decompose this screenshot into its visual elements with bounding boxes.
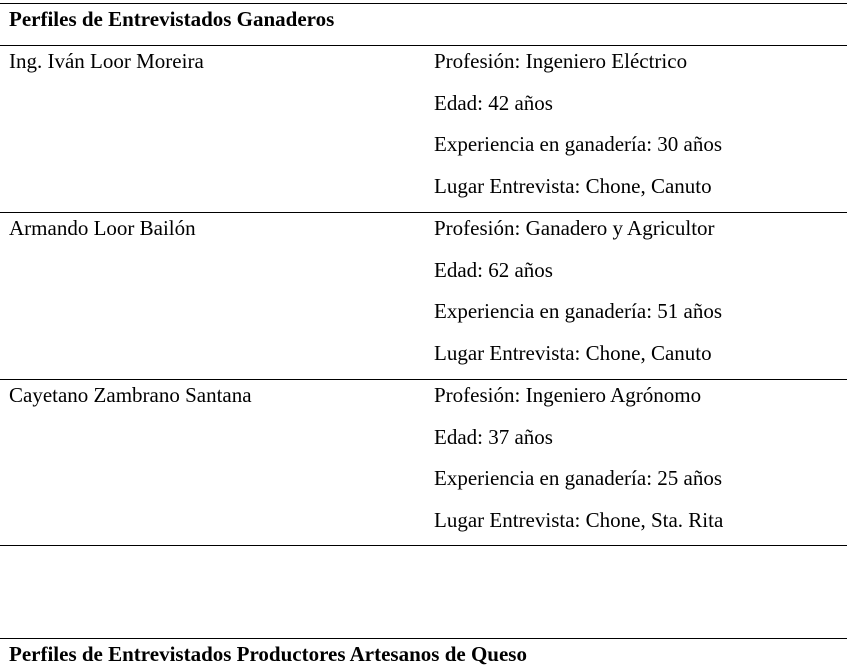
age-text: Edad: 62 años xyxy=(434,257,553,282)
interviewee-details xyxy=(434,49,722,215)
interview-place-text: Lugar Entrevista: Chone, Canuto xyxy=(434,173,712,198)
interviewee-name: Cayetano Zambrano Santana xyxy=(9,383,252,407)
interview-place-text: Lugar Entrevista: Chone, Sta. Rita xyxy=(434,507,724,532)
interviewee-name: Ing. Iván Loor Moreira xyxy=(9,49,204,73)
experience-text: Experiencia en ganadería: 51 años xyxy=(434,299,723,324)
profession-text: Profesión: Ingeniero Eléctrico xyxy=(434,49,688,73)
interviewee-details xyxy=(434,216,722,382)
interview-place-text: Lugar Entrevista: Chone, Canuto xyxy=(434,340,712,365)
next-table-title: Perfiles de Entrevistados Productores Artesanos de Queso xyxy=(9,642,527,666)
table-bottom-rule xyxy=(0,545,847,546)
table-row xyxy=(0,380,847,546)
age-text: Edad: 42 años xyxy=(434,90,553,115)
experience-text: Experiencia en ganadería: 30 años xyxy=(434,132,723,157)
profession-text: Profesión: Ingeniero Agrónomo xyxy=(434,383,702,407)
table-title: Perfiles de Entrevistados Ganaderos xyxy=(9,7,335,31)
interviewee-name: Armando Loor Bailón xyxy=(9,216,196,240)
profession-text: Profesión: Ganadero y Agricultor xyxy=(434,216,715,240)
interviewee-details xyxy=(434,383,723,549)
table-row xyxy=(0,46,847,212)
experience-text: Experiencia en ganadería: 25 años xyxy=(434,466,723,491)
table-row xyxy=(0,213,847,379)
next-table-top-rule xyxy=(0,638,847,639)
table-top-rule xyxy=(0,3,847,4)
age-text: Edad: 37 años xyxy=(434,424,553,449)
